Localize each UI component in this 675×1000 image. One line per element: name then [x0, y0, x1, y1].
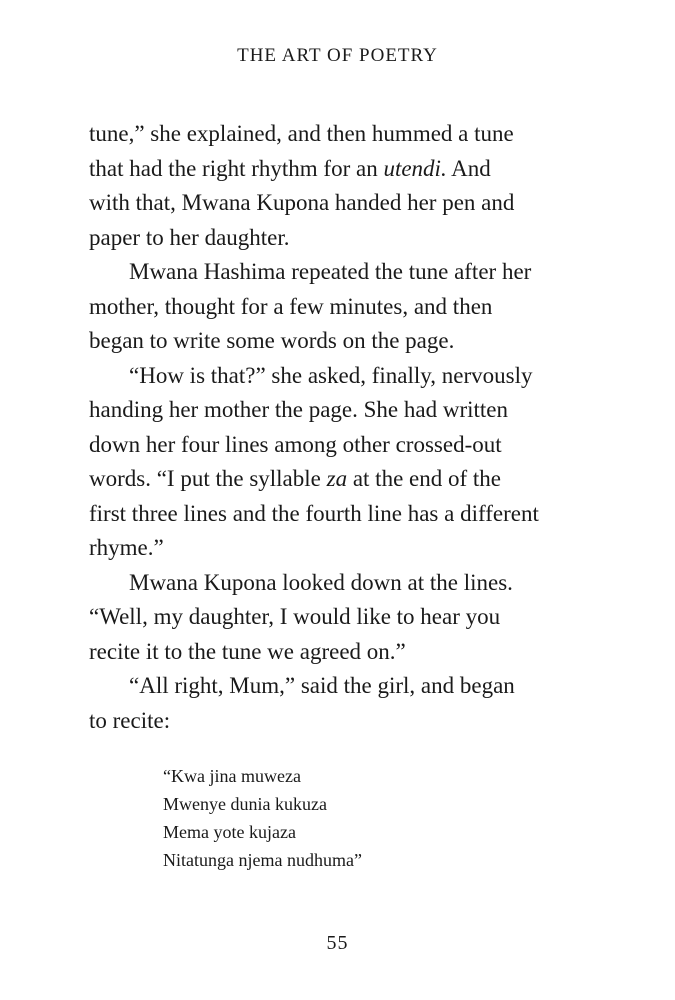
text-line	[89, 324, 599, 359]
paragraph	[89, 359, 599, 566]
verse-line: Mwenye dunia kukuza	[163, 794, 327, 814]
text-line	[89, 462, 599, 497]
italic-word: za	[326, 466, 348, 491]
verse-line: Nitatunga njema nudhuma”	[163, 850, 362, 870]
text-line	[89, 566, 599, 601]
text-line	[89, 635, 599, 670]
text-segment: “All right, Mum,” said the girl, and began	[129, 673, 515, 698]
text-line	[89, 704, 599, 739]
text-segment: And	[446, 155, 491, 181]
text-line	[89, 428, 599, 463]
text-line	[89, 359, 599, 394]
text-segment: that had the right rhythm for an	[89, 155, 384, 181]
text-segment: first three lines and the fourth line has a different	[89, 500, 539, 526]
text-line	[89, 497, 599, 532]
text-line	[89, 221, 599, 256]
text-line	[89, 152, 599, 187]
verse-line: Mema yote kujaza	[163, 822, 296, 842]
verse-line: “Kwa jina muweza	[163, 766, 301, 786]
running-head: THE ART OF POETRY	[237, 45, 438, 66]
text-segment: “How is that?” she asked, finally, nervously	[129, 362, 533, 388]
italic-word: utendi.	[383, 155, 447, 181]
paragraph	[89, 255, 599, 359]
text-segment: paper to her daughter.	[89, 224, 290, 250]
text-line	[89, 186, 599, 221]
body-text	[89, 117, 599, 738]
text-line	[89, 255, 599, 290]
text-segment: Mwana Kupona looked down at the lines.	[129, 569, 513, 595]
text-segment: words. “I put the syllable	[89, 466, 327, 491]
text-segment: “Well, my daughter, I would like to hear you	[89, 604, 501, 629]
text-segment: at the end of the	[347, 466, 501, 491]
paragraph	[89, 669, 599, 738]
text-line	[89, 393, 599, 428]
text-line	[89, 669, 599, 704]
text-segment: handing her mother the page. She had written	[89, 397, 508, 422]
text-segment: recite it to the tune we agreed on.”	[89, 638, 406, 664]
paragraph	[89, 566, 599, 670]
paragraph	[89, 117, 599, 255]
text-segment: rhyme.”	[89, 535, 164, 560]
text-line	[89, 600, 599, 635]
text-segment: tune,” she explained, and then hummed a tune	[89, 121, 514, 146]
text-line	[89, 117, 599, 152]
text-segment: down her four lines among other crossed-out	[89, 431, 502, 457]
page-number: 55	[326, 932, 349, 954]
text-line	[89, 290, 599, 325]
text-segment: Mwana Hashima repeated the tune after her	[129, 259, 532, 284]
text-segment: began to write some words on the page.	[89, 328, 455, 353]
text-line	[89, 531, 599, 566]
text-segment: to recite:	[89, 707, 171, 733]
text-segment: with that, Mwana Kupona handed her pen and	[89, 190, 515, 215]
text-segment: mother, thought for a few minutes, and then	[89, 293, 493, 319]
verse-stanza	[163, 762, 523, 874]
